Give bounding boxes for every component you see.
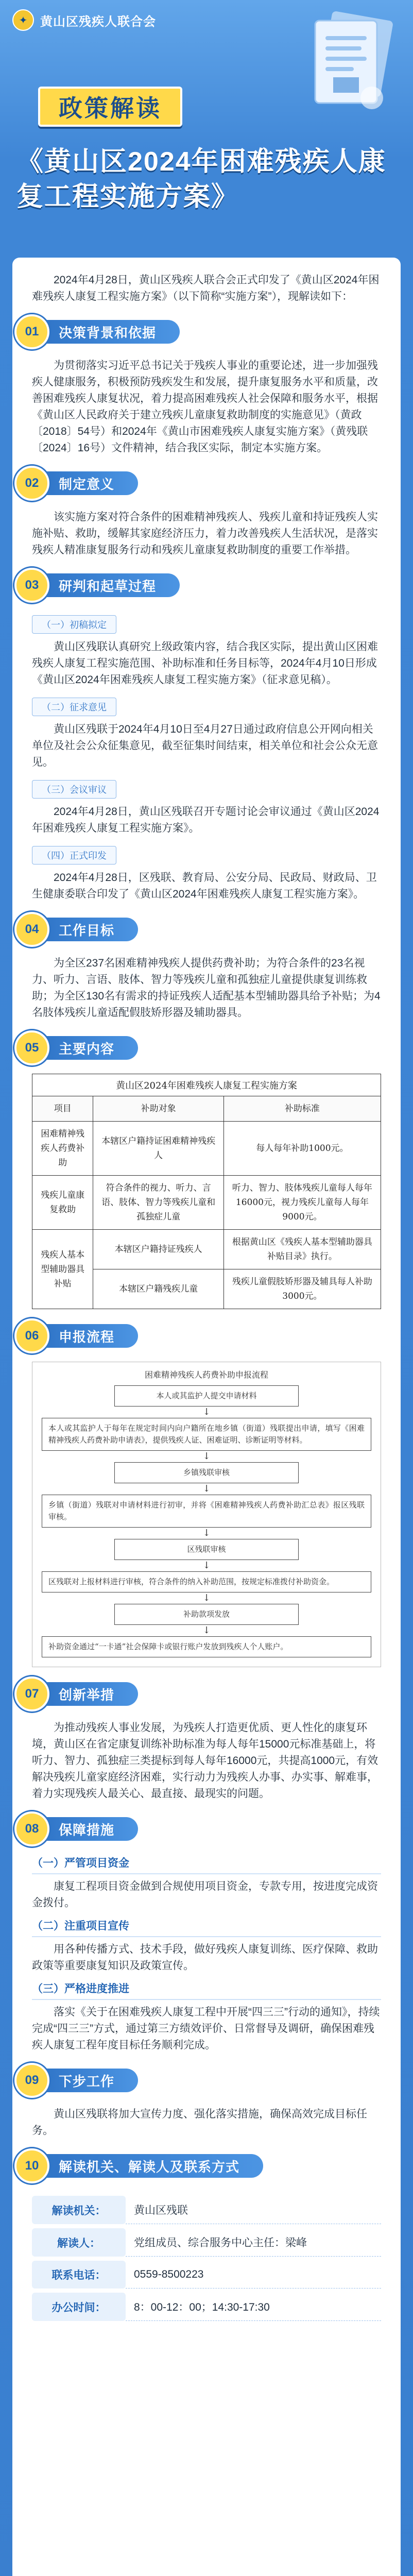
flow-step: 本人或其监护人于每年在规定时间内向户籍所在地乡镇（街道）残联提出申请，填写《困难精神残疾人药费补助申请表》，提供残疾人证、困难证明、诊断证明等材料。 <box>42 1418 371 1451</box>
section-header-05 <box>14 1030 381 1065</box>
down-arrow-icon: ↓ <box>202 1625 211 1636</box>
document-illustration-icon <box>295 5 398 124</box>
section-header-07 <box>14 1676 381 1711</box>
application-flowchart <box>32 1362 381 1667</box>
contact-row <box>32 2293 381 2321</box>
section-header-02 <box>14 466 381 501</box>
intro-text: 2024年4月28日，黄山区残疾人联合会正式印发了《黄山区2024年困难残疾人康复工程实施方案》（以下简称“实施方案”），现解读如下： <box>32 274 380 302</box>
section-text: 为推动残疾人事业发展，为残疾人打造更优质、更人性化的康复环境，黄山区在省定康复训练补助标准为每人每年15000元标准基础上，将听力、智力、孤独症三类提标到每人每年16000元，共提高1000元，有效解决残疾儿童家庭经济困难，实行动力为残疾人办事、办实事、解难事，着力实现残疾人最关心、最直接、最现实的问题。 <box>32 1722 378 1800</box>
section-title: 保障措施 <box>40 1817 138 1841</box>
policy-tag <box>38 87 182 127</box>
table-header-cell: 补助对象 <box>93 1096 223 1122</box>
contact-value: 黄山区残联 <box>126 2196 381 2224</box>
contact-value: 党组成员、综合服务中心主任：梁峰 <box>126 2228 381 2257</box>
section-title: 研判和起草过程 <box>40 573 180 597</box>
subsection-label: （二）征求意见 <box>32 698 116 716</box>
section-number-badge <box>14 1811 49 1846</box>
section-number: 07 <box>25 1687 39 1701</box>
down-arrow-icon: ↓ <box>202 1560 211 1571</box>
table-cell: 本辖区户籍持证残疾人 <box>93 1230 223 1269</box>
flowchart-title: 困难精神残疾人药费补助申报流程 <box>144 1370 268 1380</box>
section-number: 09 <box>25 2073 39 2087</box>
section-text: 为贯彻落实习近平总书记关于残疾人事业的重要论述，进一步加强残疾人健康服务，积极预防残疾发生和发展，提升康复服务水平和质量，改善困难残疾人康复状况，着力提高困难残疾人社会保障和服务水平，根据《黄山区人民政府关于建立残疾儿童康复救助制度的实施意见》（黄政〔2018〕54号）和2024年《黄山市困难残疾人康复实施方案》（黄残联〔2024〕16号）文件精神，结合我区实际，制定本实施方案。 <box>32 360 378 454</box>
down-arrow-icon: ↓ <box>202 1406 211 1417</box>
org-name: 黄山区残疾人联合会 <box>40 14 156 29</box>
section-number-badge <box>14 1030 49 1065</box>
section-text: 康复工程项目资金做到合规使用项目资金，专款专用，按进度完成资金拨付。 <box>32 1880 378 1909</box>
contact-table <box>32 2192 381 2325</box>
down-arrow-icon: ↓ <box>202 1528 211 1538</box>
section-number-badge <box>14 1318 49 1353</box>
section-header-10 <box>14 2148 381 2183</box>
section-text: 黄山区残联于2024年4月10日至4月27日通过政府信息公开网向相关单位及社会公众征集意见，截至征集时间结束，相关单位和社会公众无意见。 <box>32 723 378 768</box>
section-title: 决策背景和依据 <box>40 320 180 344</box>
section-number-badge <box>14 1676 49 1711</box>
table-row <box>32 1122 381 1176</box>
table-cell: 根据黄山区《残疾人基本型辅助器具补贴目录》执行。 <box>223 1230 381 1269</box>
section-number-badge <box>14 2063 49 2098</box>
flow-step: 补助款项发放 <box>114 1604 299 1625</box>
table-caption: 黄山区2024年困难残疾人康复工程实施方案 <box>32 1074 381 1096</box>
section-number: 05 <box>25 1041 39 1055</box>
subsidy-table <box>32 1074 381 1309</box>
table-header-cell: 项目 <box>32 1096 93 1122</box>
contact-row <box>32 2261 381 2289</box>
section-header-08 <box>14 1811 381 1846</box>
section-text: 该实施方案对符合条件的困难精神残疾人、残疾儿童和持证残疾人实施补贴、救助，缓解其家庭经济压力，着力改善残疾人生活状况，是落实残疾人精准康复服务行动和残疾儿童康复救助制度的重要工作举措。 <box>32 511 378 556</box>
section-text: 2024年4月28日，区残联、教育局、公安分局、民政局、财政局、卫生健康委联合印发了《黄山区2024年困难残疾人康复工程实施方案》。 <box>32 872 377 900</box>
section-number: 04 <box>25 922 39 936</box>
section-number: 02 <box>25 476 39 490</box>
contact-key: 办公时间： <box>32 2293 126 2321</box>
section-text: 2024年4月28日，黄山区残联召开专题讨论会审议通过《黄山区2024年困难残疾人康复工程实施方案》。 <box>32 806 380 834</box>
policy-tag-label: 政策解读 <box>59 95 162 122</box>
flow-step: 区残联对上报材料进行审核，符合条件的纳入补助范围，按规定标准拨付补助资金。 <box>42 1571 371 1592</box>
section-number: 03 <box>25 578 39 592</box>
table-cell: 听力、智力、肢体残疾儿童每人每年16000元，视力残疾儿童每人每年9000元。 <box>223 1176 381 1230</box>
table-cell: 符合条件的视力、听力、言语、肢体、智力等残疾儿童和孤独症儿童 <box>93 1176 223 1230</box>
section-title: 申报流程 <box>40 1324 138 1348</box>
table-cell: 每人每年补助1000元。 <box>223 1122 381 1176</box>
flow-step: 本人或其监护人提交申请材料 <box>114 1385 299 1406</box>
section-number: 01 <box>25 325 39 338</box>
table-cell: 本辖区户籍残疾儿童 <box>93 1269 223 1309</box>
table-cell: 残疾儿童假肢矫形器及辅具每人补助3000元。 <box>223 1269 381 1309</box>
logo-glyph: ✦ <box>19 14 28 26</box>
flow-step: 乡镇（街道）残联对申请材料进行初审，并将《困难精神残疾人药费补助汇总表》报区残联审核。 <box>42 1495 371 1528</box>
section-number-badge <box>14 314 49 349</box>
section-text: 用各种传播方式、技术手段，做好残疾人康复训练、医疗保障、救助政策等重要康复知识及政策宣传。 <box>32 1943 378 1972</box>
section-number-badge <box>14 568 49 603</box>
section-title: 制定意义 <box>40 471 138 495</box>
contact-key: 解读人： <box>32 2228 126 2257</box>
section-header-03 <box>14 568 381 603</box>
section-number: 10 <box>25 2159 39 2173</box>
flow-step: 区残联审核 <box>114 1539 299 1560</box>
subsection-label: （一）初稿拟定 <box>32 615 116 634</box>
flow-step: 乡镇残联审核 <box>114 1462 299 1483</box>
section-text: 为全区237名困难精神残疾人提供药费补助；为符合条件的23名视力、听力、言语、肢体、智力等残疾儿童和孤独症儿童提供康复训练救助；为全区130名有需求的持证残疾人适配基本型辅助器具给予补贴；为4名肢体残疾儿童适配假肢矫形器及辅助器具。 <box>32 957 381 1019</box>
subsection-label: （四）正式印发 <box>32 846 116 865</box>
section-number-badge <box>14 912 49 947</box>
subsection-label: （三）会议审议 <box>32 780 116 799</box>
table-header-cell: 补助标准 <box>223 1096 381 1122</box>
table-row <box>32 1230 381 1269</box>
table-cell: 残疾人基本型辅助器具补贴 <box>32 1230 93 1309</box>
org-logo-icon <box>12 9 34 31</box>
subsection-label: （三）严格进度推进 <box>32 1980 381 2000</box>
section-text: 黄山区残联将加大宣传力度、强化落实措施，确保高效完成目标任务。 <box>32 2108 367 2137</box>
table-cell: 残疾儿童康复救助 <box>32 1176 93 1230</box>
section-title: 创新举措 <box>40 1682 138 1706</box>
contact-value: 8：00-12：00；14:30-17:30 <box>126 2293 381 2321</box>
contact-row <box>32 2228 381 2257</box>
section-header-06 <box>14 1318 381 1353</box>
down-arrow-icon: ↓ <box>202 1451 211 1462</box>
section-number-badge <box>14 2148 49 2183</box>
contact-row <box>32 2196 381 2224</box>
table-row <box>32 1176 381 1230</box>
table-header-row <box>32 1096 381 1122</box>
page-title: 《黄山区2024年困难残疾人康复工程实施方案》 <box>16 147 386 212</box>
section-header-04 <box>14 912 381 947</box>
down-arrow-icon: ↓ <box>202 1592 211 1603</box>
section-title: 下步工作 <box>40 2069 138 2092</box>
section-text: 黄山区残联认真研究上级政策内容，结合我区实际，提出黄山区困难残疾人康复工程实施范围、补助标准和任务目标等，2024年4月10日形成《黄山区2024年困难残疾人康复工程实施方案》（征求意见稿）。 <box>32 641 378 686</box>
down-arrow-icon: ↓ <box>202 1483 211 1494</box>
section-text: 落实《关于在困难残疾人康复工程中开展“四三三”行动的通知》，持续完成“四三三”方式，通过第三方绩效评价、日常督导及调研，确保困难残疾人康复工程年度目标任务顺利完成。 <box>32 2006 380 2051</box>
section-header-09 <box>14 2063 381 2098</box>
flow-step: 补助资金通过“一卡通”社会保障卡或银行账户发放到残疾人个人账户。 <box>42 1636 371 1657</box>
section-number-badge <box>14 466 49 501</box>
subsection-label: （一）严管项目资金 <box>32 1855 381 1874</box>
contact-key: 解读机关： <box>32 2196 126 2224</box>
table-cell: 本辖区户籍持证困难精神残疾人 <box>93 1122 223 1176</box>
contact-key: 联系电话： <box>32 2261 126 2289</box>
content-card <box>12 258 401 2576</box>
subsection-label: （二）注重项目宣传 <box>32 1918 381 1937</box>
section-title: 主要内容 <box>40 1036 138 1060</box>
section-header-01 <box>14 314 381 349</box>
section-title: 解读机关、解读人及联系方式 <box>40 2154 263 2178</box>
section-title: 工作目标 <box>40 918 138 941</box>
section-number: 06 <box>25 1329 39 1343</box>
table-cell: 困难精神残疾人药费补助 <box>32 1122 93 1176</box>
org-header <box>12 9 156 31</box>
contact-value: 0559-8500223 <box>126 2261 381 2289</box>
section-number: 08 <box>25 1822 39 1836</box>
